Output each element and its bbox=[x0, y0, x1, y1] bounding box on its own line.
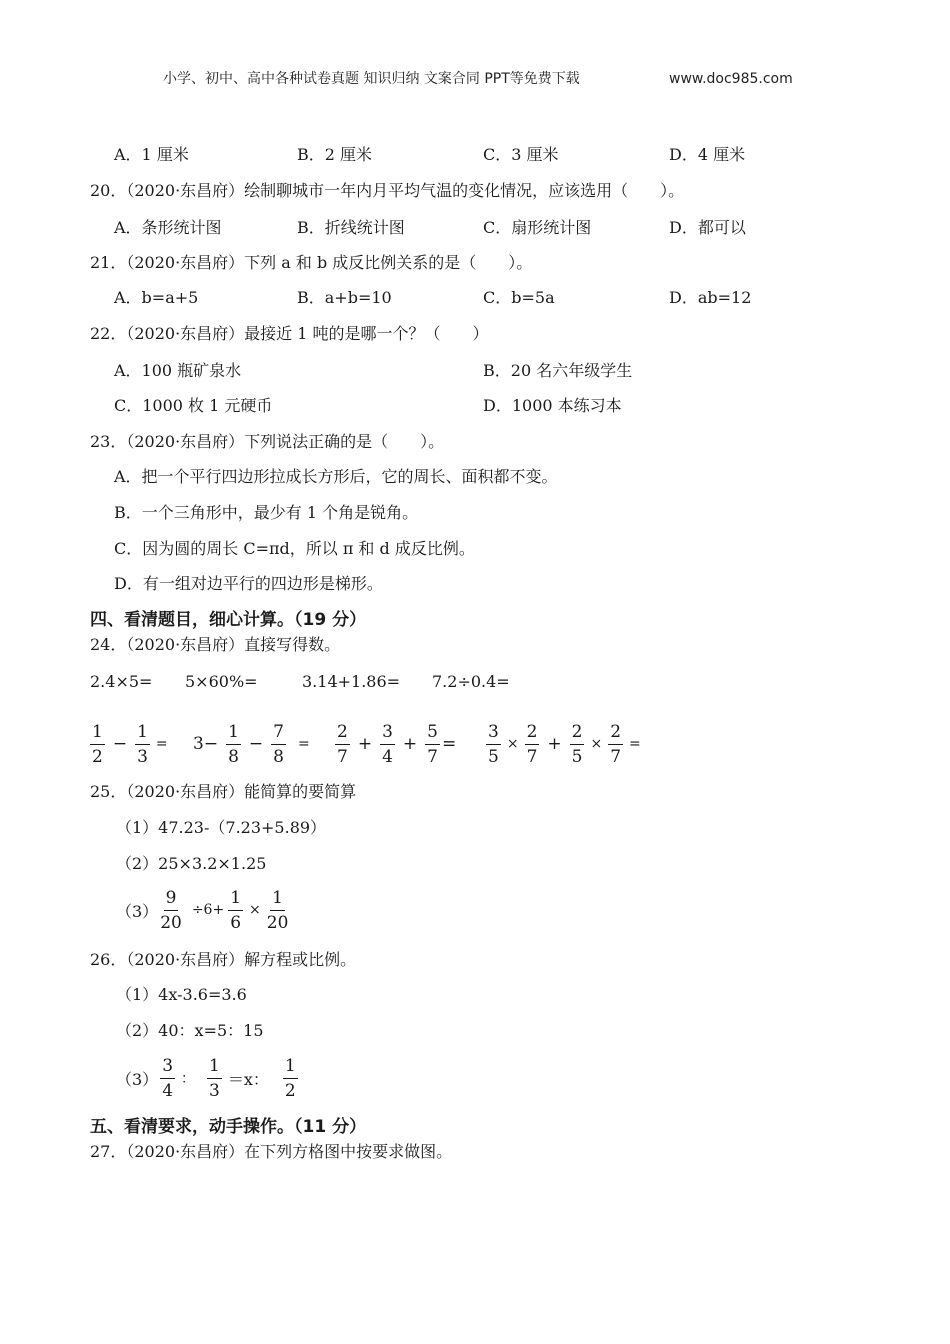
q23-option-a: A．把一个平行四边形拉成长方形后，它的周长、面积都不变。 bbox=[114, 467, 558, 486]
q23-option-b: B．一个三角形中，最少有 1 个角是锐角。 bbox=[114, 503, 419, 522]
q19-option-d: D．4 厘米 bbox=[669, 145, 746, 164]
q25-part-1: （1）47.23-（7.23+5.89） bbox=[116, 818, 327, 837]
q22-option-c: C．1000 枚 1 元硬币 bbox=[114, 396, 273, 415]
q26-part-3: （3） $\frac{3}{4}$ ： $\frac{1}{3}$ ＝x： $\frac{1}{2}$ bbox=[116, 1055, 296, 1101]
q20-option-c: C．扇形统计图 bbox=[483, 218, 592, 237]
fraction: $\frac{5}{7}$ bbox=[427, 721, 438, 767]
q24-item-1: 2.4×5= bbox=[90, 672, 153, 691]
q25-part-2: （2）25×3.2×1.25 bbox=[116, 854, 267, 873]
fraction: $\frac{1}{6}$ bbox=[230, 887, 242, 933]
q21-option-b: B．a+b=10 bbox=[297, 288, 392, 307]
q19-option-c: C．3 厘米 bbox=[483, 145, 559, 164]
fraction: $\frac{1}{8}$ bbox=[228, 721, 239, 767]
fraction: $\frac{2}{7}$ bbox=[337, 721, 348, 767]
q21-stem: 21．（2020·东昌府）下列 a 和 b 成反比例关系的是（ ）。 bbox=[90, 253, 533, 272]
fraction: $\frac{7}{8}$ bbox=[273, 721, 284, 767]
q24-frac-expr-1: $\frac{1}{2}$ − $\frac{1}{3}$ = bbox=[92, 721, 168, 767]
fraction: $\frac{1}{3}$ bbox=[137, 721, 148, 767]
q25-part-3: （3） $\frac{9}{20}$ ÷6+ $\frac{1}{6}$ × $\frac{1}{20}$ bbox=[116, 887, 289, 933]
q24-item-4: 7.2÷0.4= bbox=[432, 672, 510, 691]
fraction: $\frac{9}{20}$ bbox=[160, 887, 182, 933]
q22-option-d: D．1000 本练习本 bbox=[483, 396, 622, 415]
q26-part-1: （1）4x-3.6=3.6 bbox=[116, 985, 247, 1004]
fraction: $\frac{1}{3}$ bbox=[209, 1055, 220, 1101]
q23-option-c: C．因为圆的周长 C=πd，所以 π 和 d 成反比例。 bbox=[114, 539, 475, 558]
fraction: $\frac{1}{2}$ bbox=[92, 721, 103, 767]
q23-option-d: D．有一组对边平行的四边形是梯形。 bbox=[114, 574, 383, 593]
q24-frac-expr-4: $\frac{3}{5}$ × $\frac{2}{7}$ + $\frac{2}{5}$ × $\frac{2}{7}$ = bbox=[488, 721, 641, 767]
q24-frac-expr-3: $\frac{2}{7}$ + $\frac{3}{4}$ + $\frac{5}{7}$ = bbox=[337, 721, 457, 767]
fraction: $\frac{1}{2}$ bbox=[284, 1055, 296, 1101]
q25-stem: 25．（2020·东昌府）能简算的要简算 bbox=[90, 782, 357, 801]
q20-stem: 20．（2020·东昌府）绘制聊城市一年内月平均气温的变化情况，应该选用（ ）。 bbox=[90, 181, 685, 200]
q24-item-3: 3.14+1.86= bbox=[302, 672, 401, 691]
q26-stem: 26．（2020·东昌府）解方程或比例。 bbox=[90, 950, 357, 969]
fraction: $\frac{3}{4}$ bbox=[382, 721, 393, 767]
q21-option-c: C．b=5a bbox=[483, 288, 555, 307]
header-text: 小学、初中、高中各种试卷真题 知识归纳 文案合同 PPT等免费下载 bbox=[163, 71, 580, 87]
q24-frac-expr-2: 3− $\frac{1}{8}$ − $\frac{7}{8}$ = bbox=[193, 721, 310, 767]
q19-option-b: B．2 厘米 bbox=[297, 145, 373, 164]
fraction: $\frac{3}{4}$ bbox=[162, 1055, 174, 1101]
q21-option-d: D．ab=12 bbox=[669, 288, 752, 307]
q27-stem: 27．（2020·东昌府）在下列方格图中按要求做图。 bbox=[90, 1142, 453, 1161]
header-url: www.doc985.com bbox=[669, 71, 793, 87]
fraction: $\frac{2}{7}$ bbox=[526, 721, 538, 767]
section-5-title: 五、看清要求，动手操作。（11 分） bbox=[90, 1117, 367, 1137]
fraction: $\frac{2}{7}$ bbox=[610, 721, 622, 767]
fraction: $\frac{1}{20}$ bbox=[266, 887, 289, 933]
q22-option-b: B．20 名六年级学生 bbox=[483, 361, 633, 380]
section-4-title: 四、看清题目，细心计算。（19 分） bbox=[90, 610, 367, 630]
q20-option-d: D．都可以 bbox=[669, 218, 746, 237]
fraction: $\frac{3}{5}$ bbox=[488, 721, 499, 767]
q24-item-2: 5×60%= bbox=[185, 672, 258, 691]
q24-stem: 24．（2020·东昌府）直接写得数。 bbox=[90, 635, 341, 654]
q22-stem: 22．（2020·东昌府）最接近 1 吨的是哪一个？（ ） bbox=[90, 324, 489, 343]
q19-option-a: A．1 厘米 bbox=[114, 145, 189, 164]
q26-part-2: （2）40：x=5：15 bbox=[116, 1021, 264, 1040]
q21-option-a: A．b=a+5 bbox=[114, 288, 199, 307]
q20-option-b: B．折线统计图 bbox=[297, 218, 405, 237]
q22-option-a: A．100 瓶矿泉水 bbox=[114, 361, 242, 380]
fraction: $\frac{2}{5}$ bbox=[571, 721, 583, 767]
q23-stem: 23．（2020·东昌府）下列说法正确的是（ ）。 bbox=[90, 432, 445, 451]
q20-option-a: A．条形统计图 bbox=[114, 218, 222, 237]
